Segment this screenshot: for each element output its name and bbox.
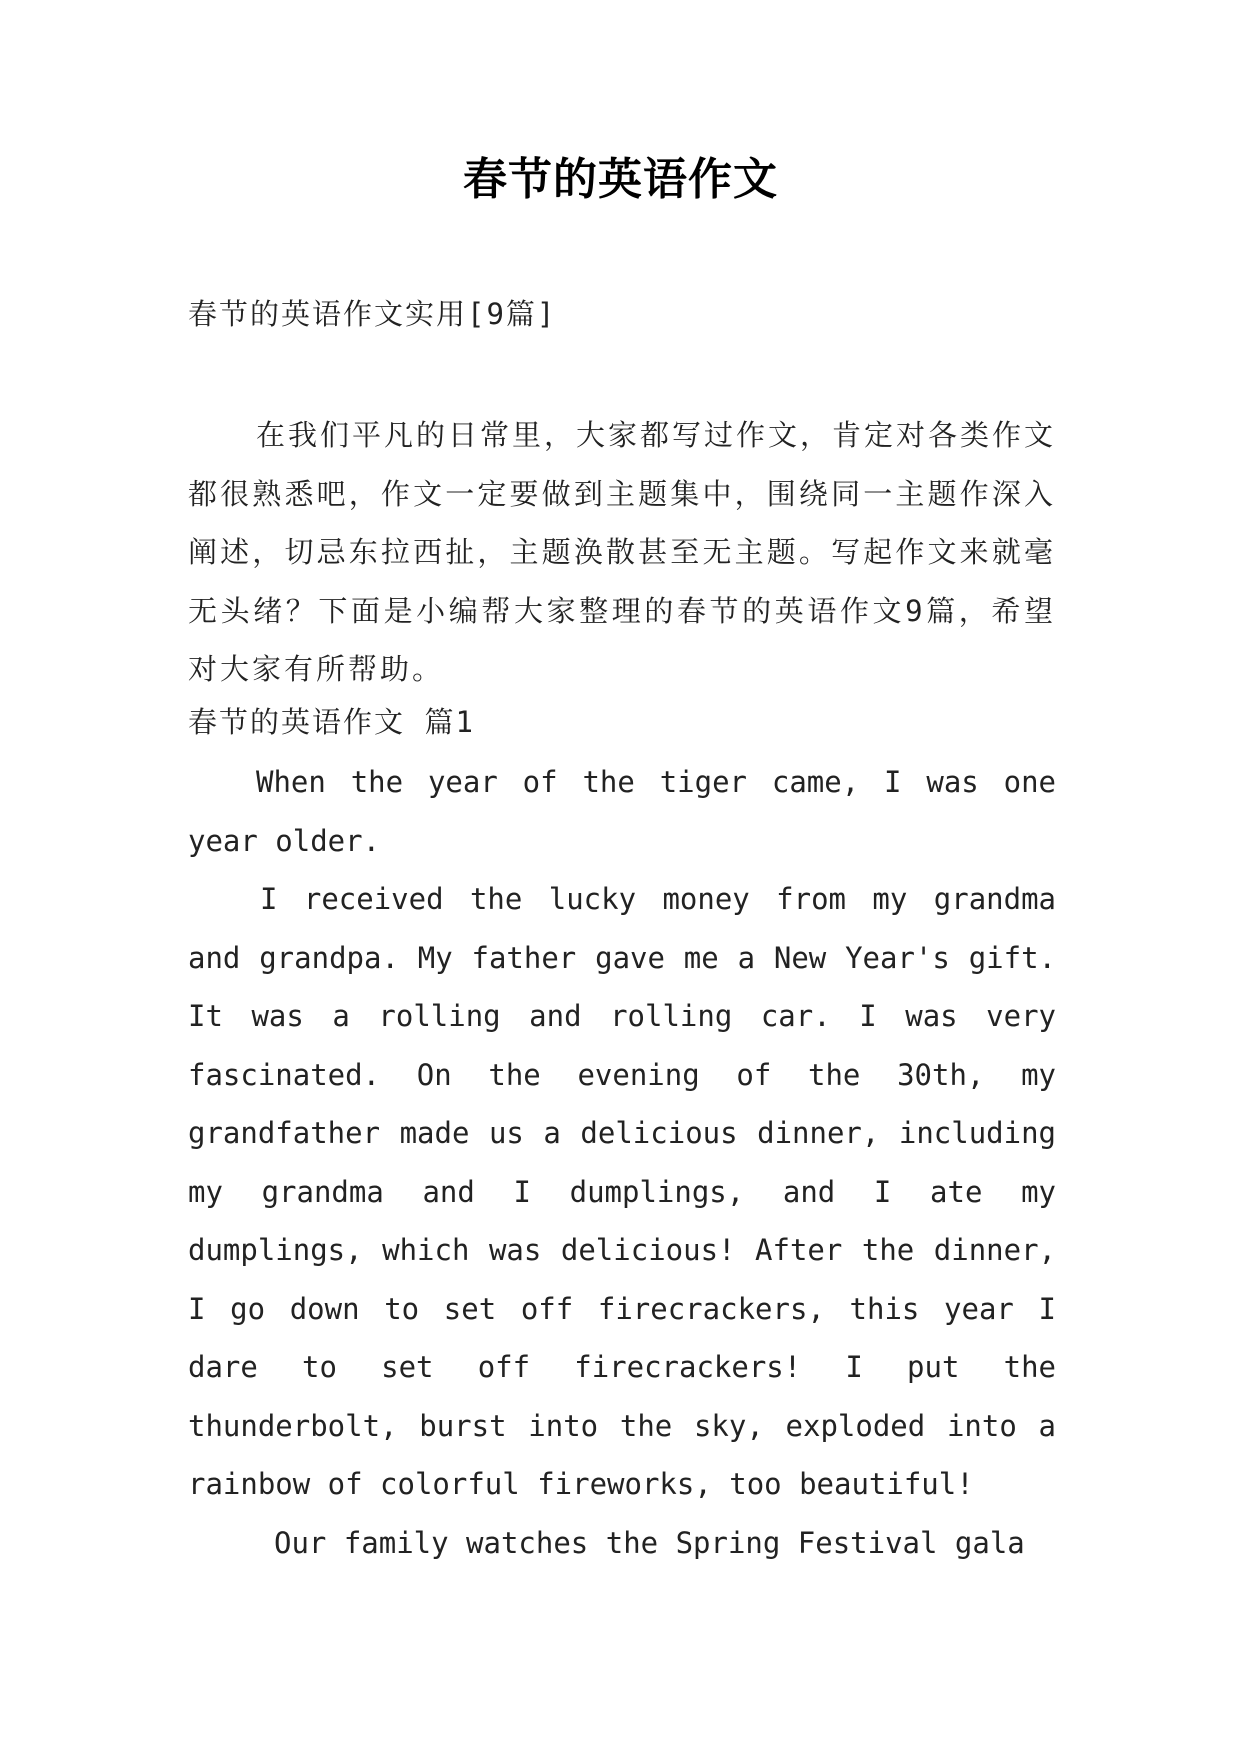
essay-paragraph-1: When the year of the tiger came, I was one year older. (188, 765, 1056, 858)
document-subtitle: 春节的英语作文实用[9篇] (188, 297, 557, 331)
essay-body (188, 753, 1056, 1572)
document-title: 春节的英语作文 (463, 154, 778, 205)
essay-paragraph-3: Our family watches the Spring Festival gala (274, 1525, 1025, 1560)
intro-paragraph: 在我们平凡的日常里，大家都写过作文，肯定对各类作文都很熟悉吧，作文一定要做到主题集中，围绕同一主题作深入阐述，切忌东拉西扯，主题涣散甚至无主题。写起作文来就毫无头绪？下面是小编帮大家整理的春节的英语作文9篇，希望对大家有所帮助。 (188, 418, 1057, 686)
essay-paragraph-2: I received the lucky money from my grandma and grandpa. My father gave me a New Year's gift. It was a rolling and rolling car. I was very fascinated. On the evening of the 30th, my grandfather made us a delicious dinner, including my grandma and I dumplings, and I ate my dumplings, which was delicious! After the dinner, I go down to set off firecrackers, this year I dare to set off firecrackers! I put the thunderbolt, burst into the sky, exploded into a rainbow of colorful fireworks, too beautiful! (188, 882, 1056, 1501)
section-heading: 春节的英语作文 篇1 (188, 705, 475, 739)
